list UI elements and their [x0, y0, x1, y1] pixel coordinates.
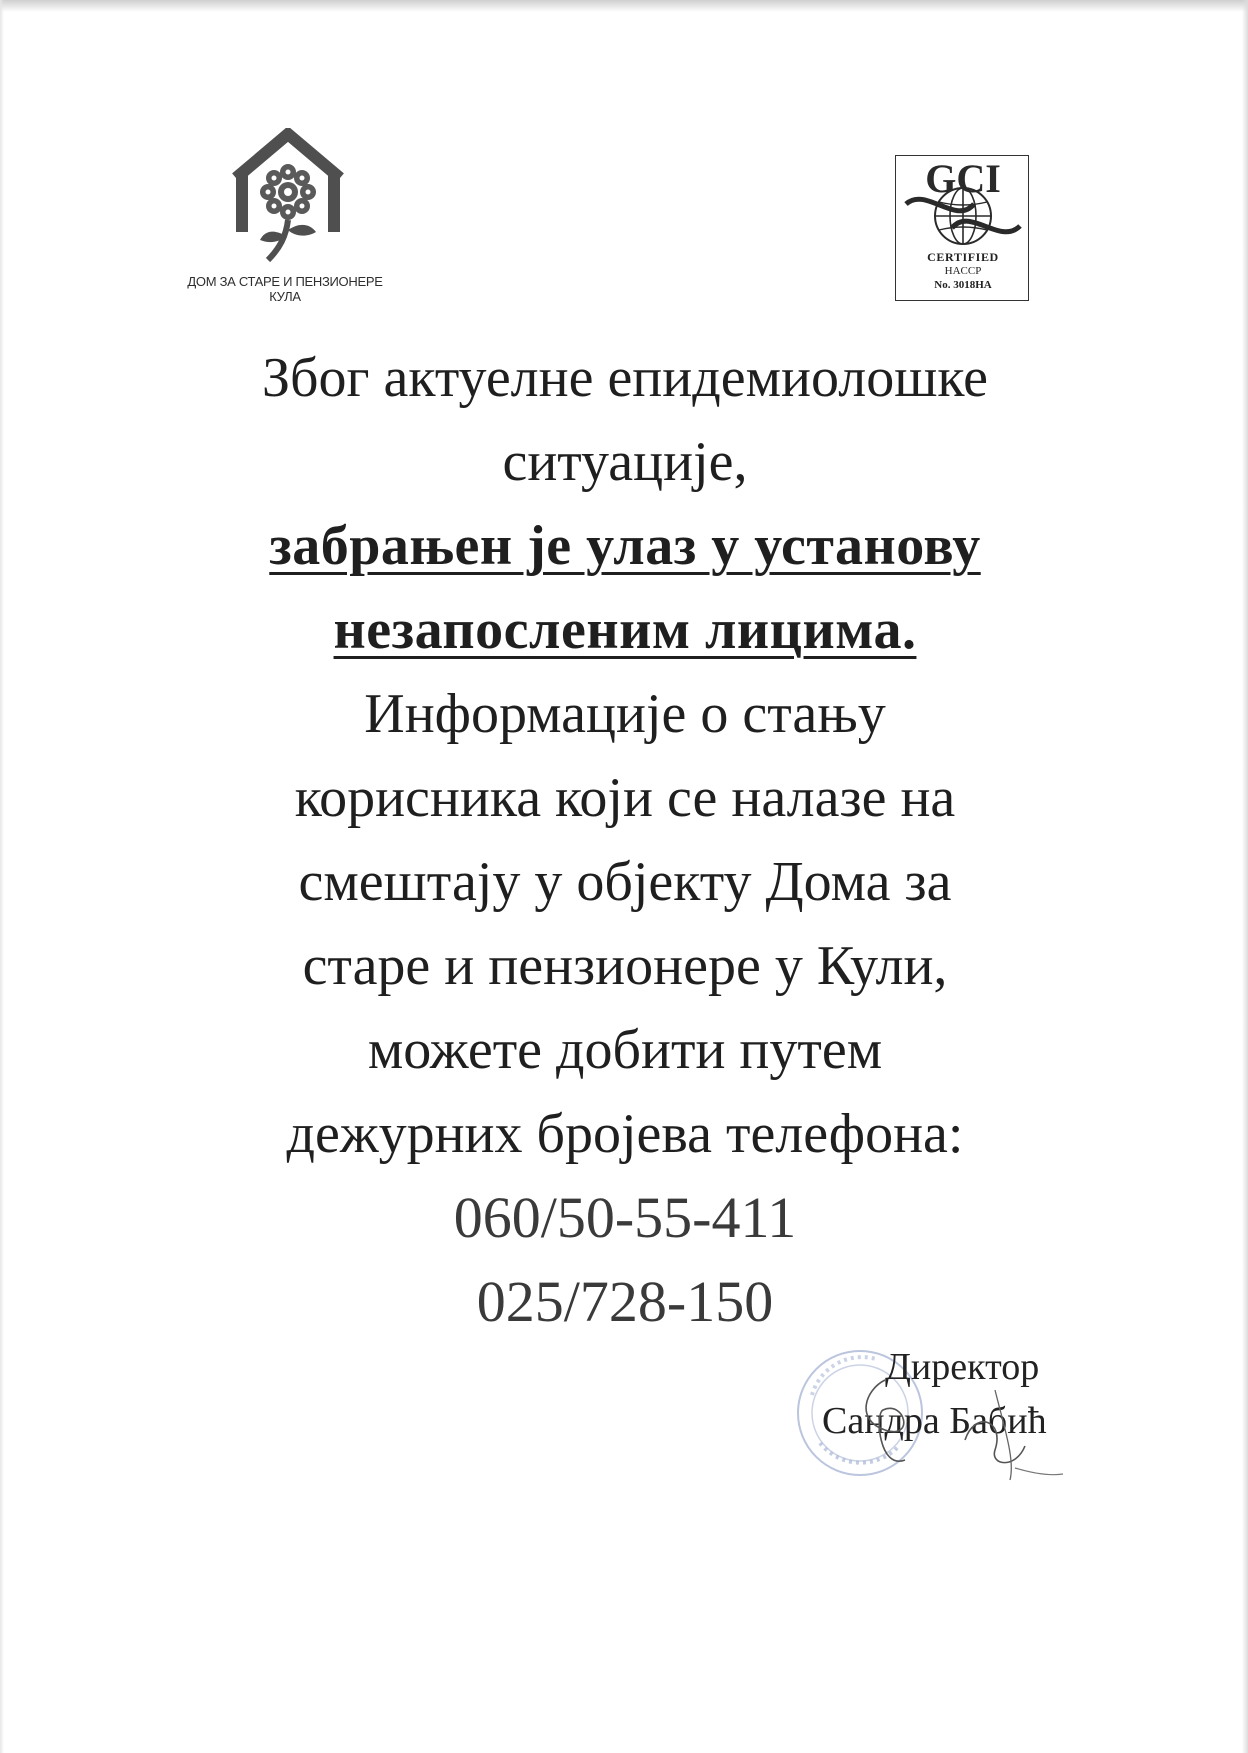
phone-number-2: 025/728-150 — [476, 1269, 774, 1334]
signatory-name: Сандра Бабић — [822, 1400, 1047, 1442]
notice-body — [100, 336, 1150, 1344]
notice-warning-text-1: забрањен је улаз у установу — [269, 515, 981, 577]
notice-warning-line-2 — [100, 588, 1150, 672]
scan-edge-right — [1242, 0, 1248, 1753]
notice-line-5: Информације о стању — [364, 683, 886, 745]
notice-line-8: старе и пензионере у Кули, — [302, 935, 948, 997]
notice-line-6: корисника који се налазе на — [294, 767, 956, 829]
notice-warning-text-2: незапосленим лицима. — [333, 599, 917, 661]
scan-edge-top — [0, 0, 1248, 12]
institution-name — [160, 274, 410, 304]
house-flower-icon — [228, 128, 348, 268]
notice-line-9: можете добити путем — [367, 1019, 883, 1081]
notice-line-7: смештају у објекту Дома за — [298, 851, 952, 913]
handwritten-signature — [845, 1350, 1065, 1490]
institution-logo — [160, 128, 410, 308]
institution-name-line1: ДОМ ЗА СТАРЕ И ПЕНЗИОНЕРЕ — [187, 274, 383, 289]
scan-edge-left — [0, 0, 4, 1753]
globe-icon — [896, 156, 1030, 250]
notice-line-2: ситуације, — [502, 431, 748, 493]
cert-logo-text: GCI — [925, 156, 1001, 201]
notice-line-10: дежурних бројева телефона: — [286, 1103, 964, 1165]
signature-block — [790, 1335, 1110, 1495]
notice-warning-line-1 — [100, 504, 1150, 588]
institution-name-line2: КУЛА — [269, 289, 301, 304]
cert-number: No. 3018HA — [934, 279, 992, 291]
haccp-certificate-mark — [895, 155, 1029, 301]
signatory-role: Директор — [885, 1346, 1040, 1388]
phone-number-1: 060/50-55-411 — [453, 1185, 797, 1250]
cert-label: CERTIFIED — [927, 250, 999, 264]
cert-standard: HACCP — [944, 265, 982, 277]
notice-line-1: Због актуелне епидемиолошке — [261, 347, 988, 409]
